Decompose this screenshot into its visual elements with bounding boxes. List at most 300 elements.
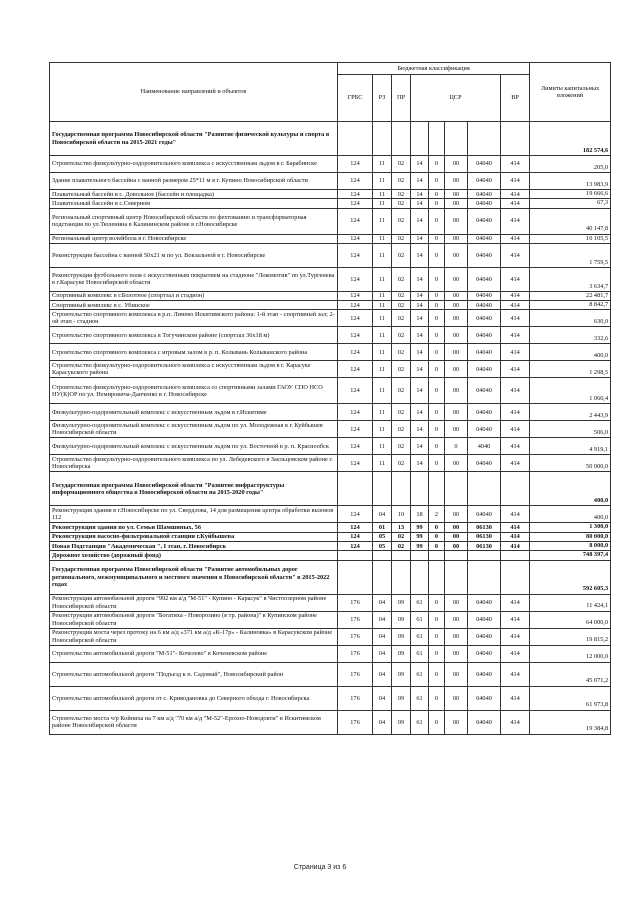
csr-3-cell: 00 [445, 710, 468, 734]
amount-cell: 19 666,6 [530, 190, 611, 199]
table-row [50, 710, 611, 734]
grbs-cell: 124 [338, 438, 373, 455]
rz-cell: 11 [373, 173, 392, 190]
csr-4-cell: 04040 [468, 455, 501, 472]
table-row [50, 686, 611, 710]
pr-cell: 02 [392, 378, 411, 404]
csr-2-cell: 2 [429, 506, 445, 523]
rz-cell: 11 [373, 267, 392, 291]
object-name-cell: Строительство физкультурно-оздоровительного комплекса с искусственным льдом в г. Карасуке Карасукского района [50, 361, 338, 378]
pr-cell: 09 [392, 611, 411, 628]
csr-3-cell: 00 [445, 156, 468, 173]
csr-3-cell [445, 472, 468, 506]
object-name-cell: Региональный центр волейбола в г. Новосибирске [50, 234, 338, 243]
csr-1-cell: 14 [411, 378, 429, 404]
table-row [50, 173, 611, 190]
vr-cell: 414 [501, 173, 530, 190]
rz-cell [373, 122, 392, 156]
pr-cell: 02 [392, 532, 411, 541]
csr-3-cell: 00 [445, 378, 468, 404]
csr-2-cell [429, 551, 445, 560]
grbs-cell: 124 [338, 378, 373, 404]
object-name-cell: Физкультурно-оздоровительный комплекс с искусственным льдом по ул. Восточной в р. п. Краснообск [50, 438, 338, 455]
table-row [50, 594, 611, 611]
object-name-cell: Строительство физкультурно-оздоровительного комплекса по ул. Лебедевского в Заельцовском районе г. Новосибирска [50, 455, 338, 472]
table-row [50, 301, 611, 310]
rz-cell: 05 [373, 542, 392, 551]
rz-cell: 11 [373, 438, 392, 455]
object-name-cell: Реконструкция здания в г.Новосибирске по ул. Свердлова, 14 для размещения центра обработки вызовов 112 [50, 506, 338, 523]
csr-2-cell: 0 [429, 455, 445, 472]
csr-2-cell: 0 [429, 404, 445, 421]
csr-3-cell: 00 [445, 190, 468, 199]
object-name-cell: Реконструкция автомобильной дороги "992 км а/д "М-51" - Купино - Карасук" в Чистоозерном районе Новосибирской области [50, 594, 338, 611]
header-csr: ЦСР [411, 75, 501, 122]
csr-3-cell: 00 [445, 404, 468, 421]
header-name: Наименование направлений и объектов [50, 63, 338, 122]
vr-cell: 414 [501, 310, 530, 327]
amount-cell: 400,0 [530, 344, 611, 361]
pr-cell: 02 [392, 310, 411, 327]
object-name-cell: Плавательный бассейн в с.Северном [50, 199, 338, 208]
grbs-cell: 124 [338, 208, 373, 234]
csr-4-cell: 04040 [468, 301, 501, 310]
csr-1-cell: 99 [411, 532, 429, 541]
amount-cell: 40 147,8 [530, 208, 611, 234]
table-row [50, 310, 611, 327]
csr-4-cell: 04040 [468, 662, 501, 686]
grbs-cell: 124 [338, 404, 373, 421]
rz-cell: 04 [373, 645, 392, 662]
vr-cell: 414 [501, 645, 530, 662]
rz-cell: 11 [373, 404, 392, 421]
vr-cell: 414 [501, 438, 530, 455]
amount-cell: 50 000,0 [530, 455, 611, 472]
rz-cell: 11 [373, 344, 392, 361]
csr-3-cell: 00 [445, 542, 468, 551]
csr-2-cell: 0 [429, 645, 445, 662]
vr-cell: 414 [501, 532, 530, 541]
csr-4-cell: 04040 [468, 243, 501, 267]
object-name-cell: Государственная программа Новосибирской области "Развитие автомобильных дорог регионального, межмуниципального и местного значения в Новосибирской области" в 2015-2022 годах [50, 560, 338, 594]
header-budget-classification: Бюджетная классификация [338, 63, 530, 75]
object-name-cell: Государственная программа Новосибирской области "Развитие физической культуры и спорта в Новосибирской области на 2015-2021 годы" [50, 122, 338, 156]
amount-cell: 332,6 [530, 327, 611, 344]
csr-3-cell: 00 [445, 611, 468, 628]
object-name-cell: Здание плавательного бассейна с ванной размером 25*11 м в г. Купино Новосибирской области [50, 173, 338, 190]
csr-4-cell: 04040 [468, 361, 501, 378]
amount-cell: 64 000,0 [530, 611, 611, 628]
vr-cell: 414 [501, 506, 530, 523]
amount-cell: 4 919,1 [530, 438, 611, 455]
page-footer: Страница 3 из 6 [293, 864, 347, 871]
csr-4-cell [468, 122, 501, 156]
csr-4-cell: 04040 [468, 378, 501, 404]
csr-2-cell [429, 560, 445, 594]
object-name-cell: Строительство спортивного комплекса в р.п. Линево Искитимского района: 1-й этап - спортивный зал; 2-ой этап - стадион [50, 310, 338, 327]
csr-1-cell: 61 [411, 594, 429, 611]
vr-cell: 414 [501, 199, 530, 208]
csr-4-cell: 04040 [468, 344, 501, 361]
table-row [50, 421, 611, 438]
pr-cell: 02 [392, 404, 411, 421]
csr-1-cell: 14 [411, 243, 429, 267]
rz-cell: 05 [373, 532, 392, 541]
csr-1-cell: 14 [411, 291, 429, 300]
grbs-cell [338, 472, 373, 506]
grbs-cell: 124 [338, 243, 373, 267]
table-row [50, 628, 611, 645]
csr-4-cell: 4040 [468, 438, 501, 455]
csr-4-cell: 04040 [468, 611, 501, 628]
csr-4-cell [468, 560, 501, 594]
csr-4-cell: 04040 [468, 686, 501, 710]
pr-cell [392, 472, 411, 506]
csr-1-cell: 14 [411, 404, 429, 421]
table-row [50, 472, 611, 506]
object-name-cell: Спортивный комплекс в с. Убинское [50, 301, 338, 310]
table-row [50, 208, 611, 234]
table-row [50, 327, 611, 344]
csr-2-cell: 0 [429, 310, 445, 327]
grbs-cell: 124 [338, 542, 373, 551]
vr-cell: 414 [501, 291, 530, 300]
grbs-cell: 124 [338, 327, 373, 344]
csr-1-cell: 61 [411, 628, 429, 645]
csr-1-cell: 99 [411, 542, 429, 551]
rz-cell: 11 [373, 234, 392, 243]
csr-4-cell: 04040 [468, 291, 501, 300]
pr-cell: 02 [392, 208, 411, 234]
grbs-cell: 124 [338, 199, 373, 208]
csr-3-cell: 00 [445, 532, 468, 541]
pr-cell [392, 122, 411, 156]
amount-cell: 1 759,5 [530, 243, 611, 267]
pr-cell: 02 [392, 421, 411, 438]
grbs-cell: 124 [338, 421, 373, 438]
object-name-cell: Строительство автомобильной дороги от с. Криводановка до Северного обхода г. Новосибирска [50, 686, 338, 710]
vr-cell: 414 [501, 611, 530, 628]
rz-cell: 11 [373, 327, 392, 344]
csr-4-cell: 04040 [468, 190, 501, 199]
amount-cell: 12 000,0 [530, 645, 611, 662]
header-grbs: ГРБС [338, 75, 373, 122]
csr-1-cell [411, 560, 429, 594]
grbs-cell: 176 [338, 686, 373, 710]
rz-cell: 04 [373, 710, 392, 734]
amount-cell: 67,3 [530, 199, 611, 208]
rz-cell: 04 [373, 662, 392, 686]
document-sheet [49, 62, 610, 735]
csr-1-cell: 61 [411, 710, 429, 734]
csr-4-cell: 06130 [468, 542, 501, 551]
rz-cell: 04 [373, 686, 392, 710]
amount-cell: 400,0 [530, 506, 611, 523]
amount-cell: 748 397,4 [530, 551, 611, 560]
amount-cell: 630,0 [530, 310, 611, 327]
pr-cell: 02 [392, 327, 411, 344]
csr-4-cell: 04040 [468, 506, 501, 523]
csr-2-cell: 0 [429, 710, 445, 734]
csr-2-cell: 0 [429, 344, 445, 361]
vr-cell: 414 [501, 327, 530, 344]
csr-4-cell: 04040 [468, 710, 501, 734]
grbs-cell: 124 [338, 301, 373, 310]
pr-cell: 02 [392, 190, 411, 199]
amount-cell: 506,0 [530, 421, 611, 438]
object-name-cell: Строительство физкультурно-оздоровительного комплекса со спортивными залами ГАОУ СПО НСО НУ(К)ОР по ул. Немировича-Данченко в г. Новосибирске [50, 378, 338, 404]
csr-1-cell [411, 551, 429, 560]
amount-cell: 22 481,7 [530, 291, 611, 300]
csr-4-cell: 04040 [468, 421, 501, 438]
csr-1-cell: 14 [411, 327, 429, 344]
csr-3-cell: 00 [445, 243, 468, 267]
csr-4-cell: 04040 [468, 234, 501, 243]
table-row [50, 404, 611, 421]
pr-cell: 02 [392, 455, 411, 472]
csr-4-cell: 04040 [468, 327, 501, 344]
table-row [50, 267, 611, 291]
header-vr: ВР [501, 75, 530, 122]
rz-cell: 11 [373, 455, 392, 472]
csr-1-cell: 14 [411, 156, 429, 173]
amount-cell: 1 300,0 [530, 523, 611, 532]
csr-4-cell: 04040 [468, 173, 501, 190]
csr-1-cell: 14 [411, 208, 429, 234]
vr-cell: 414 [501, 686, 530, 710]
csr-2-cell: 0 [429, 156, 445, 173]
object-name-cell: Реконструкция автомобильной дороги "Богатиха - Новорозино (в тр. района)" в Купинском районе Новосибирской области [50, 611, 338, 628]
csr-2-cell: 0 [429, 542, 445, 551]
object-name-cell: Физкультурно-оздоровительный комплекс с искусственным льдом в г.Искитиме [50, 404, 338, 421]
csr-2-cell: 0 [429, 301, 445, 310]
rz-cell: 11 [373, 243, 392, 267]
csr-2-cell: 0 [429, 532, 445, 541]
csr-2-cell: 0 [429, 291, 445, 300]
pr-cell: 10 [392, 506, 411, 523]
grbs-cell: 124 [338, 190, 373, 199]
csr-4-cell: 04040 [468, 199, 501, 208]
pr-cell: 02 [392, 243, 411, 267]
csr-2-cell [429, 472, 445, 506]
amount-cell: 11 424,1 [530, 594, 611, 611]
vr-cell: 414 [501, 455, 530, 472]
table-body [50, 122, 611, 735]
grbs-cell [338, 551, 373, 560]
grbs-cell: 124 [338, 523, 373, 532]
grbs-cell: 124 [338, 156, 373, 173]
csr-1-cell: 14 [411, 267, 429, 291]
rz-cell [373, 560, 392, 594]
object-name-cell: Новая Подстанция "Академическая ", I этап, г. Новосибирск [50, 542, 338, 551]
vr-cell: 414 [501, 208, 530, 234]
vr-cell: 414 [501, 156, 530, 173]
csr-3-cell: 00 [445, 686, 468, 710]
csr-1-cell: 14 [411, 438, 429, 455]
rz-cell: 04 [373, 628, 392, 645]
grbs-cell: 124 [338, 506, 373, 523]
vr-cell: 414 [501, 523, 530, 532]
vr-cell [501, 551, 530, 560]
object-name-cell: Дорожное хозяйство (дорожный фонд) [50, 551, 338, 560]
rz-cell: 04 [373, 506, 392, 523]
table-row [50, 122, 611, 156]
csr-3-cell: 00 [445, 199, 468, 208]
pr-cell: 02 [392, 301, 411, 310]
grbs-cell: 124 [338, 291, 373, 300]
capital-investment-table [49, 62, 611, 735]
pr-cell: 02 [392, 234, 411, 243]
amount-cell: 10 105,5 [530, 234, 611, 243]
pr-cell: 09 [392, 686, 411, 710]
object-name-cell: Физкультурно-оздоровительный комплекс с искусственным льдом по ул. Молодежная в г. Куйбышев Новосибирской области [50, 421, 338, 438]
csr-2-cell: 0 [429, 378, 445, 404]
object-name-cell: Реконструкция здания по ул. Семьи Шамшиных, 56 [50, 523, 338, 532]
csr-2-cell: 0 [429, 361, 445, 378]
pr-cell: 09 [392, 594, 411, 611]
amount-cell: 3 634,7 [530, 267, 611, 291]
csr-4-cell: 04040 [468, 628, 501, 645]
amount-cell: 13 983,9 [530, 173, 611, 190]
csr-1-cell: 14 [411, 199, 429, 208]
vr-cell: 414 [501, 234, 530, 243]
csr-3-cell: 00 [445, 327, 468, 344]
rz-cell: 11 [373, 208, 392, 234]
vr-cell: 414 [501, 243, 530, 267]
table-row [50, 190, 611, 199]
rz-cell: 01 [373, 523, 392, 532]
csr-3-cell: 00 [445, 267, 468, 291]
amount-cell: 592 605,3 [530, 560, 611, 594]
csr-2-cell: 0 [429, 628, 445, 645]
table-row [50, 378, 611, 404]
rz-cell: 11 [373, 291, 392, 300]
object-name-cell: Реконструкция моста через протоку на 6 км а/д «371 км а/д «К-17р» - Калиновка» в Карасукском районе Новосибирской области [50, 628, 338, 645]
vr-cell: 414 [501, 594, 530, 611]
table-row [50, 243, 611, 267]
table-row [50, 156, 611, 173]
csr-4-cell [468, 551, 501, 560]
vr-cell: 414 [501, 301, 530, 310]
object-name-cell: Строительство спортивного комплекса с игровым залом в р. п. Колывань Колыванского района [50, 344, 338, 361]
amount-cell: 400,0 [530, 472, 611, 506]
grbs-cell: 124 [338, 267, 373, 291]
csr-3-cell [445, 551, 468, 560]
csr-3-cell: 00 [445, 506, 468, 523]
rz-cell [373, 472, 392, 506]
csr-4-cell: 04040 [468, 594, 501, 611]
rz-cell: 11 [373, 361, 392, 378]
rz-cell: 11 [373, 190, 392, 199]
object-name-cell: Строительство физкультурно-оздоровительного комплекса с искусственным льдом в г. Барабинске [50, 156, 338, 173]
grbs-cell: 176 [338, 710, 373, 734]
vr-cell: 414 [501, 542, 530, 551]
vr-cell: 414 [501, 361, 530, 378]
vr-cell: 414 [501, 344, 530, 361]
csr-2-cell: 0 [429, 327, 445, 344]
grbs-cell [338, 122, 373, 156]
grbs-cell: 176 [338, 628, 373, 645]
csr-1-cell: 61 [411, 662, 429, 686]
object-name-cell: Региональный спортивный центр Новосибирской области по фехтованию и трансформаторная подстанция по ул.Тюленина в Калининском районе в г.Новосибирске [50, 208, 338, 234]
csr-2-cell: 0 [429, 611, 445, 628]
grbs-cell: 124 [338, 234, 373, 243]
rz-cell: 11 [373, 199, 392, 208]
csr-1-cell: 14 [411, 310, 429, 327]
grbs-cell: 176 [338, 662, 373, 686]
csr-1-cell: 99 [411, 523, 429, 532]
csr-2-cell: 0 [429, 190, 445, 199]
object-name-cell: Строительство автомобильной дороги "Подъезд к п. Садовый", Новосибирский район [50, 662, 338, 686]
csr-1-cell: 14 [411, 455, 429, 472]
csr-3-cell: 00 [445, 628, 468, 645]
pr-cell: 09 [392, 710, 411, 734]
csr-3-cell: 00 [445, 455, 468, 472]
csr-4-cell [468, 472, 501, 506]
csr-2-cell: 0 [429, 421, 445, 438]
object-name-cell: Спортивный комплекс в г.Болотное (спортзал и стадион) [50, 291, 338, 300]
pr-cell: 09 [392, 662, 411, 686]
pr-cell: 02 [392, 542, 411, 551]
csr-2-cell: 0 [429, 173, 445, 190]
grbs-cell: 176 [338, 611, 373, 628]
vr-cell [501, 122, 530, 156]
table-row [50, 455, 611, 472]
csr-2-cell: 0 [429, 438, 445, 455]
table-row [50, 523, 611, 532]
amount-cell: 205,0 [530, 156, 611, 173]
csr-3-cell: 00 [445, 301, 468, 310]
csr-4-cell: 04040 [468, 156, 501, 173]
csr-1-cell [411, 472, 429, 506]
table-row [50, 532, 611, 541]
csr-3-cell: 00 [445, 645, 468, 662]
csr-4-cell: 06130 [468, 532, 501, 541]
amount-cell: 80 000,0 [530, 532, 611, 541]
object-name-cell: Реконструкция бассейна с ванной 50х21 м по ул. Вокзальной в г. Новосибирске [50, 243, 338, 267]
table-row [50, 361, 611, 378]
vr-cell: 414 [501, 190, 530, 199]
grbs-cell: 176 [338, 645, 373, 662]
csr-2-cell: 0 [429, 267, 445, 291]
csr-4-cell: 04040 [468, 645, 501, 662]
csr-3-cell [445, 560, 468, 594]
pr-cell: 02 [392, 361, 411, 378]
csr-1-cell: 14 [411, 190, 429, 199]
grbs-cell: 124 [338, 532, 373, 541]
header-pr: ПР [392, 75, 411, 122]
object-name-cell: Строительство автомобильной дороги "М-51"- Кочелево" в Коченевском районе [50, 645, 338, 662]
pr-cell: 02 [392, 199, 411, 208]
pr-cell: 02 [392, 267, 411, 291]
object-name-cell: Строительство спортивного комплекса в Тогучинском районе (спортзал 36х18 м) [50, 327, 338, 344]
pr-cell: 02 [392, 156, 411, 173]
csr-1-cell: 14 [411, 344, 429, 361]
table-row [50, 506, 611, 523]
vr-cell: 414 [501, 404, 530, 421]
object-name-cell: Реконструкция насосно-фильтровальной станции г.Куйбышева [50, 532, 338, 541]
table-row [50, 662, 611, 686]
table-row [50, 611, 611, 628]
table-row [50, 438, 611, 455]
amount-cell: 8 000,0 [530, 542, 611, 551]
vr-cell: 414 [501, 267, 530, 291]
amount-cell: 19 384,8 [530, 710, 611, 734]
vr-cell: 414 [501, 662, 530, 686]
vr-cell [501, 472, 530, 506]
csr-2-cell: 0 [429, 594, 445, 611]
pr-cell [392, 551, 411, 560]
